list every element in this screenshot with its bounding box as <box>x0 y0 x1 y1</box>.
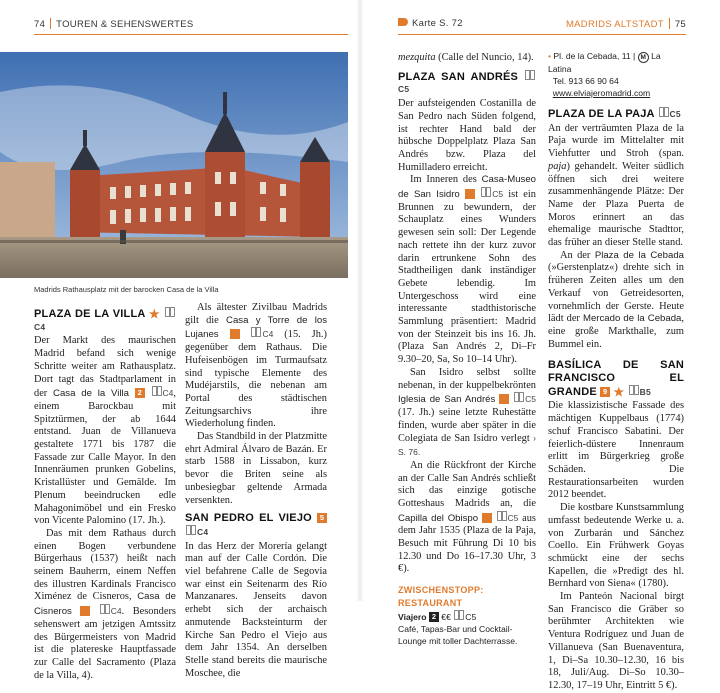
restaurant-entry: Viajero 2 €€ C5 Café, Tapas-Bar und Cocktail-Lounge mit toller Dachterrasse. <box>398 611 518 646</box>
poi-number-badge: 5 <box>317 513 327 523</box>
left-column-2 <box>185 302 327 680</box>
map-grid-icon <box>100 604 110 614</box>
header-rule-left <box>34 34 348 35</box>
poi-number-badge: 8 <box>482 513 492 523</box>
map-grid-icon <box>251 327 261 337</box>
paragraph: In das Herz der Morería gelangt man auf der Calle Cordón. Die viel befahrene Calle de Segovia war einst ein Seitenarm des Río Manzanares. Jenseits davon erhebt sich der archaisch anmutende Backsteinturm der Kirche San Pedro el Viejo aus dem Jahr 1354. An derselben Stelle stand bereits die maurische Moschee, die <box>185 540 327 679</box>
metro-icon: M <box>638 52 649 63</box>
map-grid-icon <box>186 525 196 535</box>
map-grid-icon <box>481 187 491 197</box>
poi-number-badge: 2 <box>135 388 145 398</box>
bullet-icon: • <box>548 51 552 61</box>
star-icon: ★ <box>613 384 625 399</box>
paragraph: mezquita (Calle del Nuncio, 14). <box>398 52 534 63</box>
paragraph: Der Markt des maurischen Madrid befand sich wenige Schritte weiter am Rathausplatz. Dort tagt das Stadtparlament in der Casa de la Villa 2 C4, einem Barockbau mit Spitztürmen, der ab 1644 entstand. Juan de Villanueva gestaltete 1771 bis 1787 die Fassade zur Calle Mayor. In den Innenräumen prunken Gobelins, Kristallüster und Gemälde. Im Plenum beeindrucken edle Mahagonimöbel und ein Fresko von Vicente Palomino (17. Jh.). <box>34 335 176 527</box>
photo-caption: Madrids Rathausplatz mit der barocken Casa de la Villa <box>34 285 219 294</box>
paragraph: An der verträumten Plaza de la Paja wurde im Mittelalter mit Viehfutter und Stroh (span. paja) gehandelt. Weiter südlich öffnen sich drei weitere zusammenhängende Plätze: Der Name der Plaza Puerta de Moros erinnert an das ehemalige maurische Stadttor, das früher an dieser Stelle stand. <box>548 122 684 249</box>
poi-number-badge: 7 <box>499 394 509 404</box>
heading-plaza-de-la-villa: PLAZA DE LA VILLA ★ C4 <box>34 307 176 333</box>
paragraph: Der aufsteigenden Costanilla de San Pedro nach Süden folgend, ist rechter Hand bald der hübsche Doppelplatz Plaza San Andrés bzw. Plaza del Humilladero erreicht. <box>398 98 536 173</box>
price-level: €€ <box>441 611 451 622</box>
right-column-2 <box>548 52 684 693</box>
karte-reference: Karte S. 72 <box>398 18 463 29</box>
poi-number-badge: 4 <box>230 329 240 339</box>
right-page <box>360 0 720 691</box>
section-title-right: MADRIDS ALTSTADT <box>565 19 664 30</box>
map-grid-icon <box>165 307 175 317</box>
heading-basilica-san-francisco: BASÍLICA DE SAN FRANCISCO EL GRANDE 9 ★ B5 <box>548 359 684 399</box>
paragraph: Im Panteón Nacional birgt San Francisco die Gräber so berühmter Architekten wie Ventura Rodríguez und Juan de Villanueva (San Buenaventura, 1, Di–Sa 10.30–12.30, 16 bis 18, Juli/Aug. Di–So 10.30–12.30, 17–19 Uhr, Eintritt 5 €). <box>548 591 684 691</box>
paragraph: Das mit dem Rathaus durch einen Bogen verbundene Bürgerhaus (1537) heißt nach seinem Bauherrn, einem Neffen des illustren Kardinals Francisco Ximénez de Cisneros, Casa de Cisneros 3 C4. Besonders sehenswert am jetzigen Amtssitz des Bürgermeisters von Madrid ist die platereske Hauptfassade zur Calle del Sacramento (Plaza de la Villa, 4). <box>34 527 176 681</box>
poi-number-badge: 9 <box>600 387 610 397</box>
zwischenstopp-heading: ZWISCHENSTOPP: RESTAURANT <box>398 585 484 608</box>
heading-plaza-san-andres: PLAZA SAN ANDRÉS C5 <box>398 70 536 96</box>
heading-san-pedro-el-viejo: SAN PEDRO EL VIEJO 5 C4 <box>185 512 327 538</box>
poi-number-badge: 3 <box>80 606 90 616</box>
star-icon: ★ <box>148 307 161 321</box>
map-grid-icon <box>152 386 162 396</box>
paragraph: San Isidro selbst sollte nebenan, in der kuppelbekrönten Iglesia de San Andrés 7 C5 (17. Jh.) seine letzte Ruhestätte finden, wurde aber später in die Colegiata de San Isidro verlegt › S. 76. <box>398 366 536 458</box>
map-grid-icon <box>497 511 507 521</box>
paragraph: Das Standbild in der Platzmitte ehrt Admiral Álvaro de Bazán. Er starb 1588 in Lissabon, kurz bevor die Briten seine als unbesiegbar geltende Armada versenkten. <box>185 431 327 506</box>
restaurant-name: Viajero <box>398 611 427 622</box>
metro-station: La Latina <box>548 51 661 74</box>
paragraph: Die klassizistische Fassade des mächtigen Kuppelbaus (1774) schuf Francisco Sabatini. Der feierlich-düstere Innenraum erlitt im Bürgerkrieg große Schäden. Die Restaurationsarbeiten wurden 2012 beendet. <box>548 400 684 501</box>
left-column-1 <box>34 302 176 682</box>
header-rule-right <box>398 34 686 35</box>
paragraph: Im Inneren des Casa-Museo de San Isidro 6 C5 ist ein Brunnen zu bewundern, der Schauplatz eines Wunders gewesen sein soll: Der Legende nach rettete ihn der kurz zuvor darin ertrunkene Sohn des Stadtheiligen dank inständiger Gebete lebendig. Im Untergeschoss wird eine interessante stadthistorische Sammlung präsentiert: Madrid von der Steinzeit bis ins 16. Jh. (Plaza San Andrés 2, Di–Fr 9.30–20, Sa, So 10–14 Uhr). <box>398 174 536 366</box>
left-running-header <box>34 18 194 30</box>
paragraph: An die Rückfront der Kirche an der Calle San Andrés schließt sich das einzige gotische Gotteshaus Madrids an, die Capilla del Obispo 8 C5 aus dem Jahr 1535 (Plaza de la Paja, Besuch mit Führung Di 10 bis 12.30 und Do 16–17.30 Uhr, 3 €). <box>398 459 536 575</box>
poi-number-badge: 6 <box>465 189 475 199</box>
page-number-right: 75 <box>674 19 686 30</box>
restaurant-phone: Tel. 913 66 90 64 <box>552 76 619 86</box>
map-grid-icon <box>659 107 669 117</box>
map-grid-icon <box>514 392 524 402</box>
paragraph: Die kostbare Kunstsammlung umfasst bedeutende Werke u. a. von Zurbarán und Sánchez Coello. Ein Frühwerk Goyas schmückt eine der sechs Kapellen, die »Predigt des hl. Bernhard von Siena« (1780). <box>548 502 684 590</box>
restaurant-website-link[interactable]: www.elviajeromadrid.com <box>552 88 651 98</box>
restaurant-description: Café, Tapas-Bar und Cocktail-Lounge mit toller Dachterrasse. <box>398 623 518 646</box>
map-arrow-icon <box>398 18 408 26</box>
map-grid-icon <box>454 610 464 620</box>
right-running-header <box>566 18 686 30</box>
restaurant-contact: • Pl. de la Cebada, 11 | M La Latina Tel. 913 66 90 64 www.elviajeromadrid.com <box>548 51 661 98</box>
page-number-left: 74 <box>34 19 46 30</box>
paragraph: An der Plaza de la Cebada (»Gerstenplatz«) drehte sich in früheren Zeiten alles um den Verkauf von Getreidesorten, vornehmlich der Gerste. Heute lädt der Mercado de la Cebada, eine große Markthalle, zum Bummel ein. <box>548 249 684 350</box>
right-column-1 <box>398 52 536 647</box>
heading-plaza-de-la-paja: PLAZA DE LA PAJA C5 <box>548 108 681 120</box>
section-title-left: TOUREN & SEHENSWERTES <box>56 19 194 30</box>
restaurant-address: Pl. de la Cebada, 11 <box>553 51 631 61</box>
map-grid-icon <box>629 385 639 395</box>
map-grid-icon <box>525 70 535 80</box>
left-page <box>0 0 360 681</box>
restaurant-number-badge: 2 <box>429 612 439 622</box>
paragraph: Als ältester Zivilbau Madrids gilt die Casa y Torre de los Lujanes 4 C4 (15. Jh.) gegenüber dem Rathaus. Die Hufeisenbögen im Turmaufsatz sind typische Elemente des Mudéjarstils, die nebenan am Portal des städtischen Zeitungsarchivs ihre Wiederholung finden. <box>185 302 327 430</box>
rathaus-photo <box>0 52 348 278</box>
casa-de-la-villa-image <box>0 52 348 278</box>
